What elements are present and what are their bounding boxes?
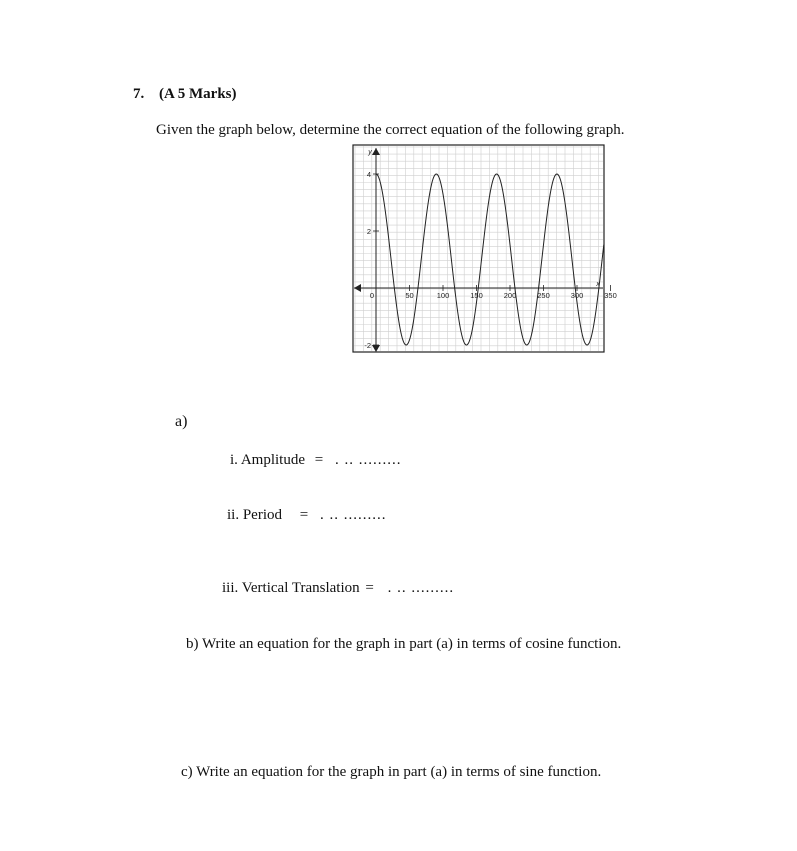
y-axis-arrow-up xyxy=(372,148,380,155)
period-equals: = xyxy=(299,507,309,523)
x-tick-label: 150 xyxy=(470,291,483,300)
y-tick-label: 2 xyxy=(366,227,371,236)
vertical-translation-blank[interactable]: . .. ......... xyxy=(387,580,455,596)
x-tick-label: 350 xyxy=(604,291,617,300)
vertical-translation-line xyxy=(222,580,454,597)
y-tick-label: -2 xyxy=(364,341,371,350)
period-line xyxy=(227,507,386,524)
question-prompt: Given the graph below, determine the correct equation of the following graph. xyxy=(156,122,625,138)
cosine-graph xyxy=(352,144,617,355)
x-tick-label: 50 xyxy=(405,291,414,300)
vertical-translation-label: iii. Vertical Translation xyxy=(222,580,360,596)
x-tick-label: 250 xyxy=(537,291,550,300)
period-blank[interactable]: . .. ......... xyxy=(319,507,387,523)
x-tick-label: 200 xyxy=(503,291,517,300)
x-tick-label: 300 xyxy=(570,291,584,300)
amplitude-equals: = xyxy=(314,452,324,468)
x-tick-label: 0 xyxy=(369,291,375,300)
amplitude-label: i. Amplitude xyxy=(230,452,305,468)
part-b-text: b) Write an equation for the graph in part (a) in terms of cosine function. xyxy=(186,636,622,652)
x-tick-label: 100 xyxy=(436,291,450,300)
graph-frame xyxy=(353,145,604,352)
x-axis-label: x xyxy=(596,281,600,288)
question-marks: (A 5 Marks) xyxy=(159,86,237,102)
amplitude-blank[interactable]: . .. ......... xyxy=(334,452,402,468)
vertical-translation-equals: = xyxy=(365,580,374,596)
amplitude-line xyxy=(230,452,401,469)
part-c-text: c) Write an equation for the graph in part (a) in terms of sine function. xyxy=(181,764,602,780)
axes xyxy=(354,148,603,352)
y-axis-arrow-down xyxy=(372,345,380,352)
y-axis-label: y xyxy=(368,149,372,156)
ticks xyxy=(373,174,611,345)
part-a-label: a) xyxy=(175,413,188,430)
period-label: ii. Period xyxy=(227,507,282,523)
labels xyxy=(364,149,616,350)
grid xyxy=(354,146,603,351)
question-number: 7. xyxy=(133,86,145,102)
series-line xyxy=(376,174,604,345)
y-tick-label: 4 xyxy=(366,170,371,179)
